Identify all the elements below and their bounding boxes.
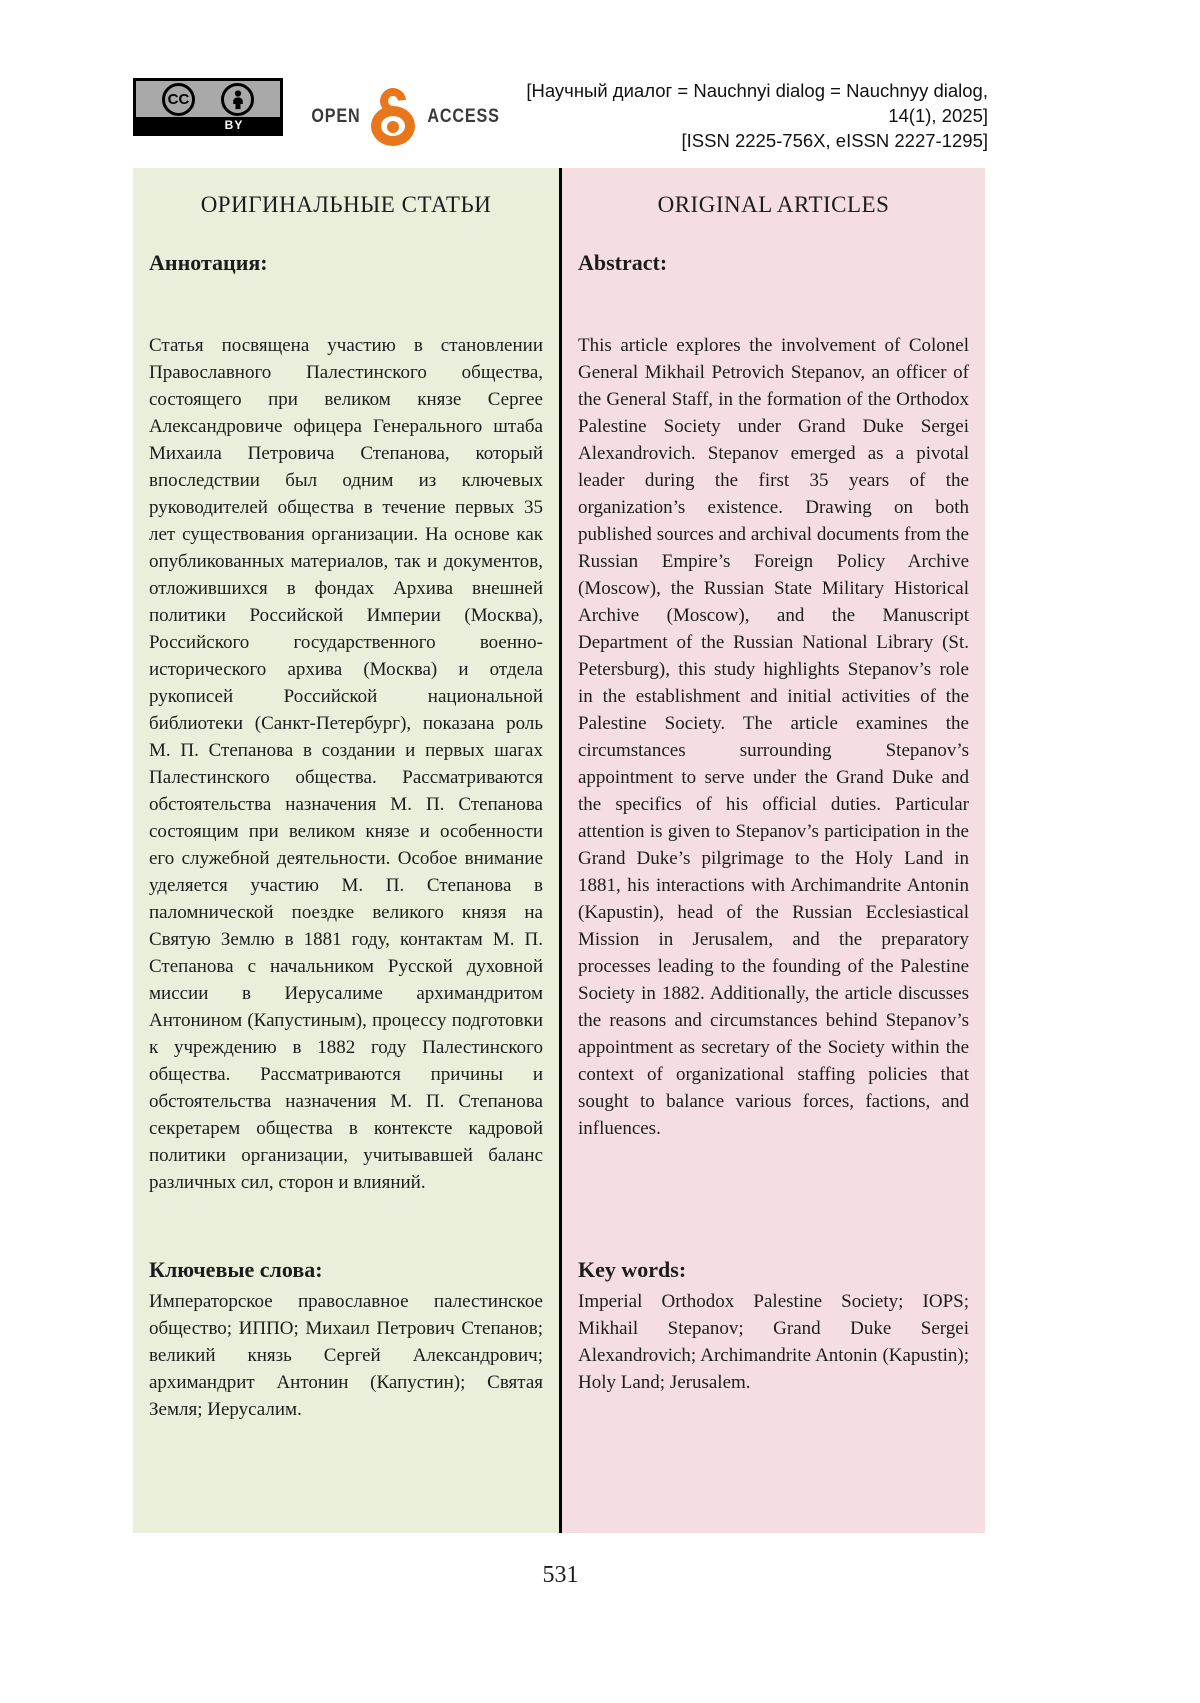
page-number: 531 [542, 1562, 579, 1588]
person-icon [221, 83, 254, 116]
abstract-text-en: This article explores the involvement of Colonel General Mikhail Petrovich Stepanov, an officer of the General Staff, in the formation of the Orthodox Palestine Society under Grand Duke Sergei Alexandrovich. Stepanov emerged as a pivotal leader during the first 35 years of the organization’s existence. Drawing on both published sources and archival documents from the Russian Empire’s Foreign Policy Archive (Moscow), the Russian State Military Historical Archive (Moscow), and the Manuscript Department of the Russian National Library (St. Petersburg), this study highlights Stepanov’s role in the establishment and initial activities of the Palestine Society. The article examines the circumstances surrounding Stepanov’s appointment to serve under the Grand Duke and the specifics of his official duties. Particular attention is given to Stepanov’s participation in the Grand Duke’s pilgrimage to the Holy Land in 1881, his interactions with Archimandrite Antonin (Kapustin), head of the Russian Ecclesiastical Mission in Jerusalem, and the preparatory processes leading to the founding of the Palestine Society in 1882. Additionally, the article discusses the reasons and circumstances behind Stepanov’s appointment as secretary of the Society within the context of organizational staffing policies that sought to balance various forces, factions, and influences. [578, 335, 969, 1139]
open-access-word-open: OPEN [311, 106, 361, 127]
cc-by-label: BY [136, 117, 280, 133]
keywords-text-ru: Императорское православное палестинское общество; ИППО; Михаил Петрович Степанов; великий князь Сергей Александрович; архимандрит Антонин (Капустин); Святая Земля; Иерусалим. [149, 1291, 543, 1420]
cc-icon: CC [162, 83, 195, 116]
open-access-word-access: ACCESS [427, 106, 500, 127]
page-header [133, 78, 988, 153]
keywords-label-en: Key words: [578, 1257, 687, 1282]
abstract-label-ru: Аннотация: [149, 250, 268, 275]
section-title-en: ORIGINAL ARTICLES [657, 192, 890, 217]
abstract-text-ru: Статья посвящена участию в становлении Православного Палестинского общества, состоящего при великом князе Сергее Александровиче офицера Генерального штаба Михаила Петровича Степанова, который впоследствии был одним из ключевых руководителей общества в течение первых 35 лет существования организации. На основе как опубликованных материалов, так и документов, отложившихся в фондах Архива внешней политики Российской Империи (Москва), Российского государственного военно-исторического архива (Москва) и отдела рукописей Российской национальной библиотеки (Санкт-Петербург), показана роль М. П. Степанова в создании и первых шагах Палестинского общества. Рассматриваются обстоятельства назначения М. П. Степанова состоящим при великом князе и особенности его служебной деятельности. Особое внимание уделяется участию М. П. Степанова в паломнической поездке великого князя на Святую Землю в 1881 году, контактам М. П. Степанова с начальником Русской духовной миссии в Иерусалиме архимандритом Антонином (Капустиным), процессу подготовки к учреждению в 1882 году Палестинского общества. Рассматриваются причины и обстоятельства назначения М. П. Степанова секретарем общества в контексте кадровой политики организации, учитывавшей баланс различных сил, сторон и влияний. [149, 335, 543, 1193]
keywords-text-en: Imperial Orthodox Palestine Society; IOPS; Mikhail Stepanov; Grand Duke Sergei Alexandrovich; Archimandrite Antonin (Kapustin); Holy Land; Jerusalem. [578, 1291, 969, 1393]
journal-issn-line: [ISSN 2225-756X, eISSN 2227-1295] [681, 130, 988, 151]
cc-by-license-badge [133, 78, 283, 136]
russian-column [133, 168, 559, 1533]
keywords-label-ru: Ключевые слова: [149, 1257, 323, 1282]
open-access-logo [307, 88, 506, 146]
journal-title-line: [Научный диалог = Nauchnyi dialog = Nauchnyy dialog, 14(1), 2025] [526, 80, 988, 126]
abstract-columns [133, 168, 988, 1533]
abstract-label-en: Abstract: [578, 250, 668, 275]
open-lock-icon [367, 88, 419, 146]
english-column [559, 168, 985, 1533]
section-title-ru: ОРИГИНАЛЬНЫЕ СТАТЬИ [200, 192, 492, 217]
cc-badge-icon-row [136, 81, 280, 117]
journal-citation [506, 78, 988, 153]
